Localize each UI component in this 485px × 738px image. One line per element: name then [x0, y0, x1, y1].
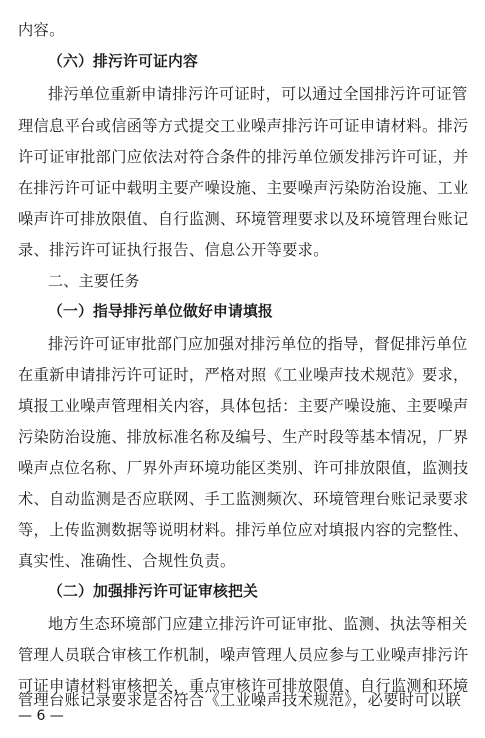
subsection-heading-6: （六）排污许可证内容: [48, 53, 198, 70]
paragraph-line: 管理台账记录要求是否符合《工业噪声技术规范》，必要时可以联: [18, 691, 461, 709]
section-heading: 二、主要任务: [48, 272, 140, 290]
paragraph-line: 术、自动监测是否应联网、手工监测频次、环境管理台账记录要求: [18, 490, 469, 508]
subsection-heading-2: （二）加强排污许可证审核把关: [48, 583, 258, 600]
paragraph-line: 管理人员联合审核工作机制，噪声管理人员应参与工业噪声排污许: [18, 646, 469, 664]
paragraph-line: 填报工业噪声管理相关内容，具体包括：主要产噪设施、主要噪声: [18, 397, 469, 415]
page-number: — 6 —: [18, 708, 64, 724]
paragraph-line: 排污许可证审批部门应加强对排污单位的指导，督促排污单位: [48, 335, 468, 353]
paragraph-line: 噪声许可排放限值、自行监测、环境管理要求以及环境管理台账记: [18, 210, 469, 228]
paragraph-line: 在排污许可证中载明主要产噪设施、主要噪声污染防治设施、工业: [18, 179, 469, 197]
paragraph-line: 许可证审批部门应依法对符合条件的排污单位颁发排污许可证，并: [18, 148, 469, 166]
paragraph-line: 等，上传监测数据等说明材料。排污单位应对填报内容的完整性、: [18, 521, 469, 539]
subsection-heading-1: （一）指导排污单位做好申请填报: [48, 303, 273, 320]
paragraph-line: 真实性、准确性、合规性负责。: [18, 552, 236, 570]
paragraph-line: 在重新申请排污许可证时，严格对照《工业噪声技术规范》要求，: [18, 366, 469, 384]
paragraph-line: 噪声点位名称、厂界外声环境功能区类别、许可排放限值，监测技: [18, 459, 469, 477]
paragraph-line: 排污单位重新申请排污许可证时，可以通过全国排污许可证管: [48, 85, 468, 103]
paragraph-line: 地方生态环境部门应建立排污许可证审批、监测、执法等相关: [48, 615, 468, 633]
paragraph-line: 理信息平台或信函等方式提交工业噪声排污许可证申请材料。排污: [18, 117, 469, 135]
text-line: 内容。: [18, 21, 65, 39]
paragraph-line: 污染防治设施、排放标准名称及编号、生产时段等基本情况，厂界: [18, 428, 469, 446]
paragraph-line: 录、排污许可证执行报告、信息公开等要求。: [18, 241, 329, 259]
paragraph-line: 可证申请材料审核把关，重点审核许可排放限值、自行监测和环境: [18, 677, 469, 695]
